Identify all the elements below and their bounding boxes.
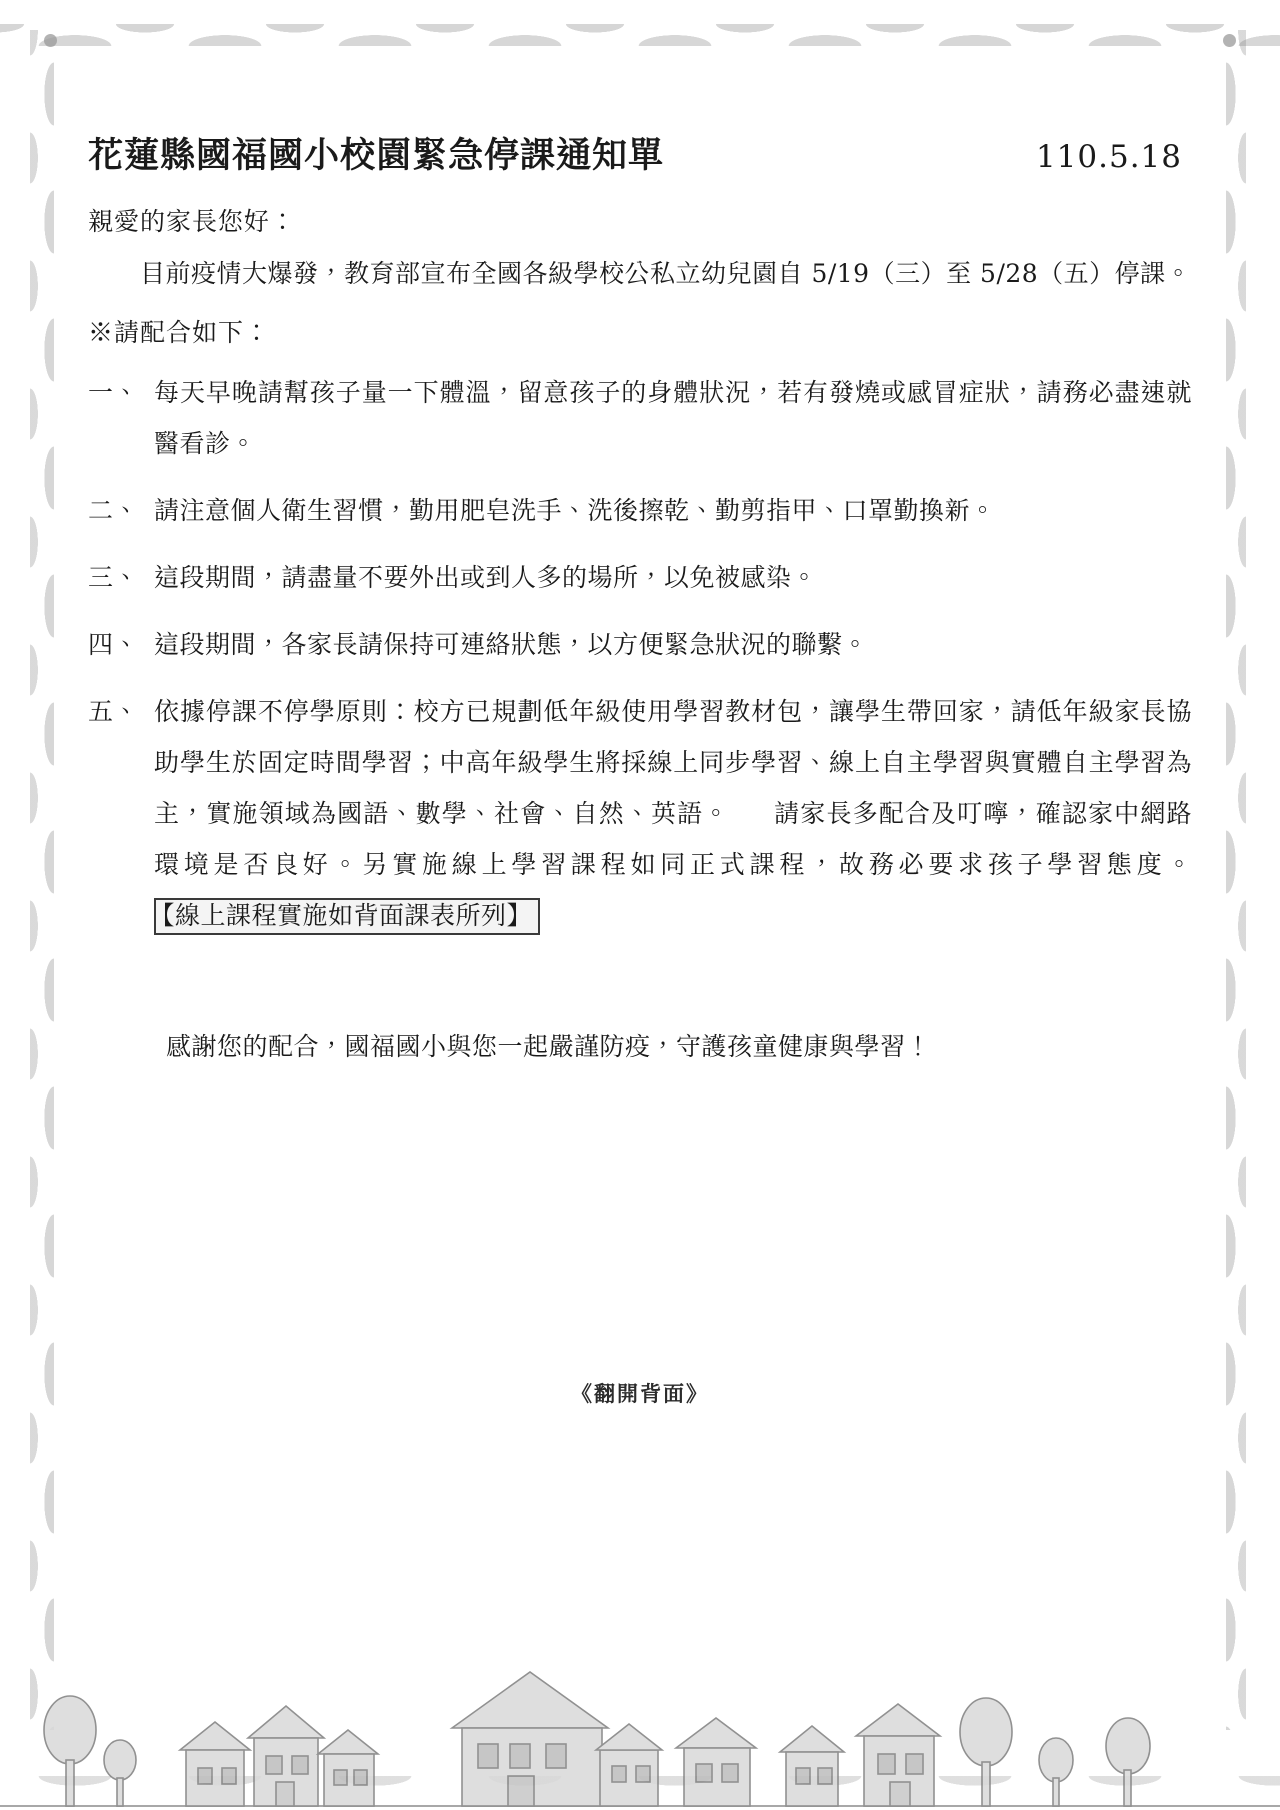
list-item <box>88 367 1192 469</box>
village-illustration <box>0 1610 1280 1810</box>
document-date: 110.5.18 <box>1035 139 1182 175</box>
list-item-text: 這段期間，請盡量不要外出或到人多的場所，以免被感染。 <box>154 562 818 592</box>
intro-paragraph: 目前疫情大爆發，教育部宣布全國各級學校公私立幼兒園自 5/19（三）至 5/28（五）停課。 <box>140 259 1192 288</box>
list-item-number: 三、 <box>88 562 140 592</box>
list-item-number: 一、 <box>88 377 140 407</box>
list-item <box>88 686 1192 941</box>
list-item-text: 每天早晚請幫孩子量一下體溫，留意孩子的身體狀況，若有發燒或感冒症狀，請務必盡速就醫看診。 <box>154 377 1192 458</box>
instructions-heading: ※請配合如下： <box>88 317 271 347</box>
list-item-number: 四、 <box>88 629 140 659</box>
corner-dot-top-left <box>44 34 57 47</box>
list-item <box>88 619 1192 670</box>
list-item <box>88 485 1192 536</box>
list-item-text: 這段期間，各家長請保持可連絡狀態，以方便緊急狀況的聯繫。 <box>154 629 869 659</box>
list-item-number: 五、 <box>88 696 140 726</box>
border-decoration-left <box>0 30 64 1730</box>
instruction-list <box>88 367 1192 941</box>
list-item-text-part2: 請家長多配合及叮嚀，確認家中網路環境是否良好。另實施線上學習課程如同正式課程，故務必要求孩子學習態度。 <box>154 798 1192 879</box>
list-item-text: 請注意個人衛生習慣，勤用肥皂洗手、洗後擦乾、勤剪指甲、口罩勤換新。 <box>154 495 996 525</box>
list-item-number: 二、 <box>88 495 140 525</box>
border-decoration-right <box>1216 30 1280 1730</box>
closing-paragraph: 感謝您的配合，國福國小與您一起嚴謹防疫，守護孩童健康與學習！ <box>166 1031 932 1061</box>
title-row <box>88 128 1192 178</box>
document-content <box>88 128 1192 1063</box>
list-item-text <box>154 686 1192 941</box>
corner-dot-top-right <box>1223 34 1236 47</box>
list-item-text-part1: 依據停課不停學原則：校方已規劃低年級使用學習教材包，讓學生帶回家，請低年級家長協助學生於固定時間學習；中高年級學生將採線上同步學習、線上自主學習與實體自主學習為主，實施領域為國語、數學、社會、自然、英語。 <box>154 696 1192 828</box>
boxed-highlight-text: 【線上課程實施如背面課表所列】 <box>154 898 540 935</box>
page-title: 花蓮縣國福國小校園緊急停課通知單 <box>88 135 665 176</box>
flip-page-note: 《翻開背面》 <box>571 1381 709 1406</box>
list-item <box>88 552 1192 603</box>
salutation: 親愛的家長您好： <box>88 207 297 236</box>
border-decoration-top <box>0 0 1280 62</box>
